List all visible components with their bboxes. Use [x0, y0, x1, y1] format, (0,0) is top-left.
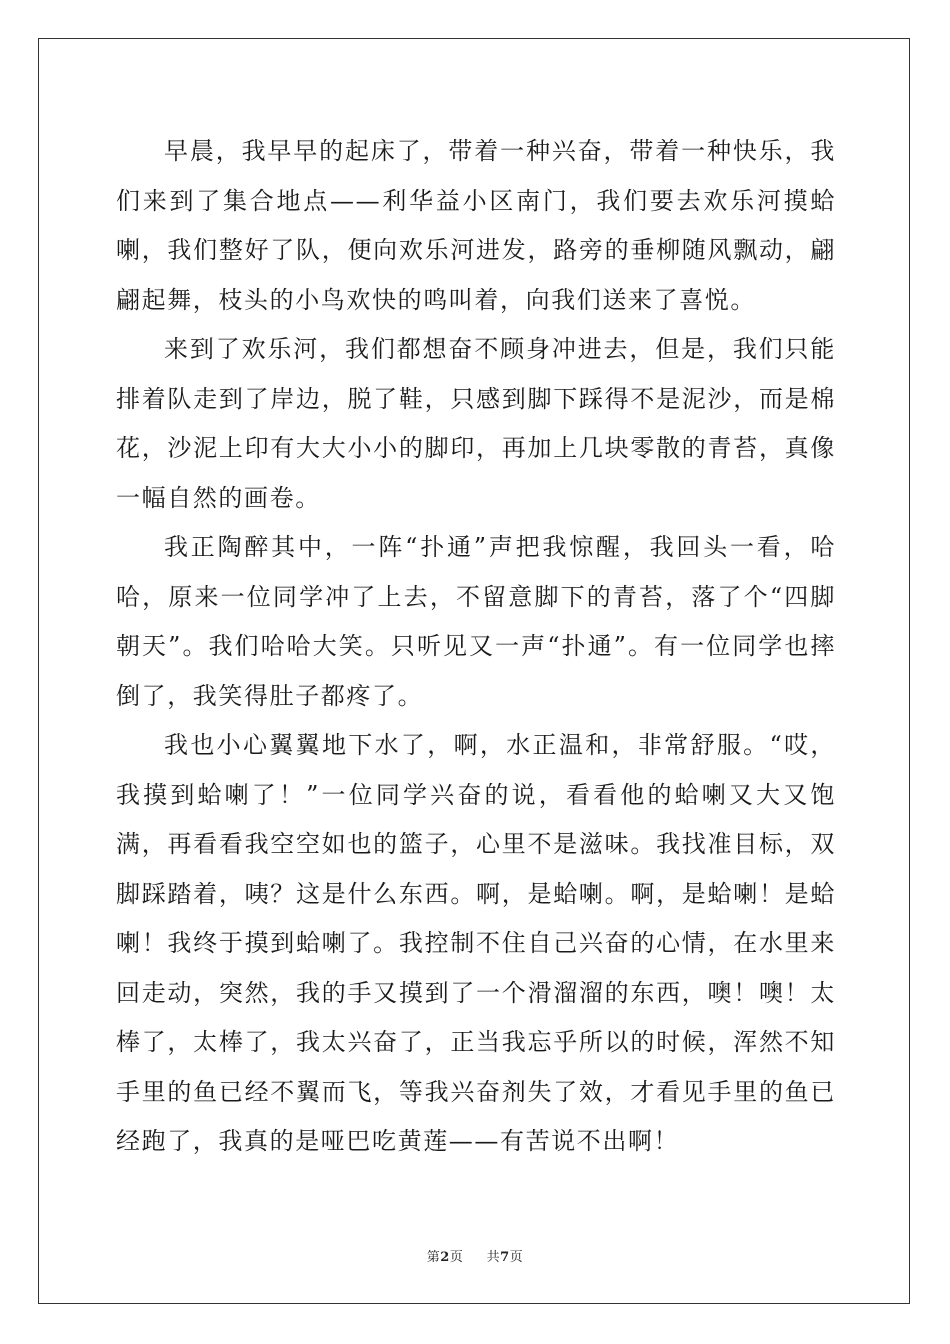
document-body — [116, 127, 836, 1167]
page-footer — [0, 1246, 950, 1265]
page-number-label: 第2页 — [426, 1250, 464, 1265]
paragraph-1: 早晨，我早早的起床了，带着一种兴奋，带着一种快乐，我们来到了集合地点——利华益小区南门，我们要去欢乐河摸蛤喇，我们整好了队，便向欢乐河进发，路旁的垂柳随风飘动，翩翩起舞，枝头的小鸟欢快的鸣叫着，向我们送来了喜悦。 — [116, 137, 836, 314]
current-page-number: 2 — [440, 1250, 450, 1265]
paragraph-3: 我正陶醉其中，一阵“扑通”声把我惊醒，我回头一看，哈哈，原来一位同学冲了上去，不留意脚下的青苔，落了个“四脚朝天”。我们哈哈大笑。只听见又一声“扑通”。有一位同学也摔倒了，我笑得肚子都疼了。 — [116, 533, 836, 710]
paragraph-4: 我也小心翼翼地下水了，啊，水正温和，非常舒服。“哎，我摸到蛤喇了！”一位同学兴奋的说，看看他的蛤喇又大又饱满，再看看我空空如也的篮子，心里不是滋味。我找准目标，双脚踩踏着，咦？这是什么东西。啊，是蛤喇。啊，是蛤喇！是蛤喇！我终于摸到蛤喇了。我控制不住自己兴奋的心情，在水里来回走动，突然，我的手又摸到了一个滑溜溜的东西，噢！噢！太棒了，太棒了，我太兴奋了，正当我忘乎所以的时候，浑然不知手里的鱼已经不翼而飞，等我兴奋剂失了效，才看见手里的鱼已经跑了，我真的是哑巴吃黄莲——有苦说不出啊！ — [116, 731, 836, 1155]
paragraph-2: 来到了欢乐河，我们都想奋不顾身冲进去，但是，我们只能排着队走到了岸边，脱了鞋，只感到脚下踩得不是泥沙，而是棉花，沙泥上印有大大小小的脚印，再加上几块零散的青苔，真像一幅自然的画卷。 — [116, 335, 836, 512]
total-pages-label: 共7页 — [486, 1250, 524, 1265]
total-page-number: 7 — [500, 1250, 510, 1265]
